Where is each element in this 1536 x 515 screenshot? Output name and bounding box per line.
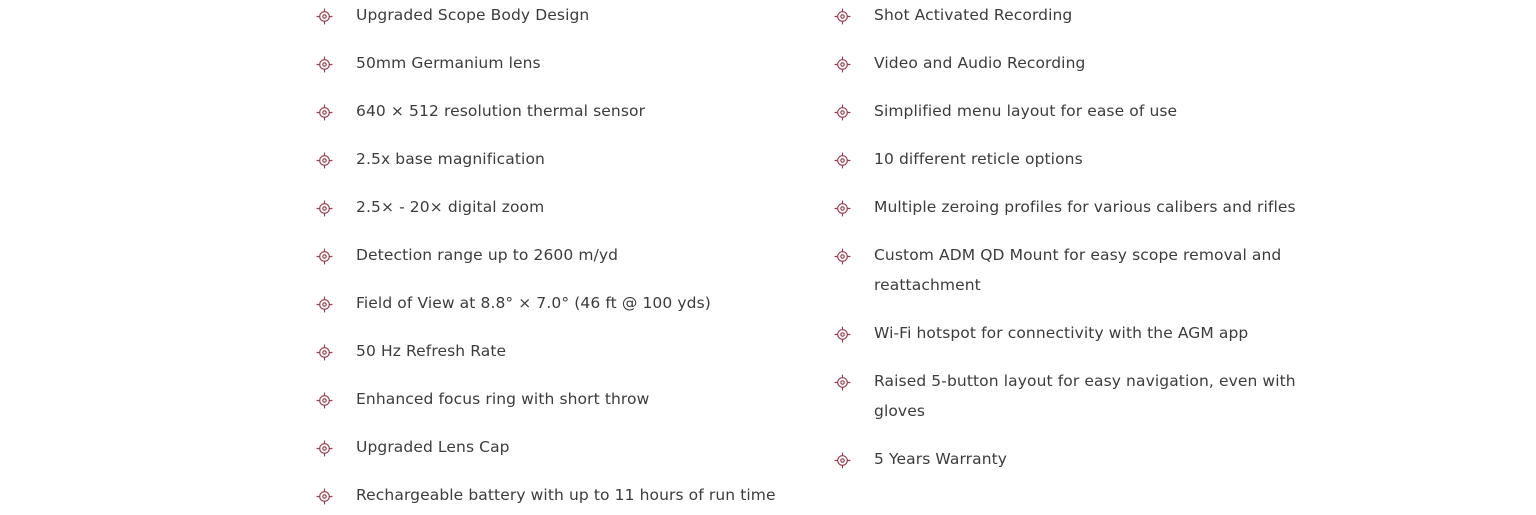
feature-item-right-1 — [834, 0, 1314, 30]
feature-label: Wi-Fi hotspot for connectivity with the AGM app — [874, 324, 1249, 342]
crosshair-icon — [316, 296, 333, 313]
feature-item-left-10 — [316, 432, 796, 462]
crosshair-icon — [834, 152, 851, 169]
feature-item-left-7 — [316, 288, 796, 318]
feature-label: Simplified menu layout for ease of use — [874, 102, 1178, 120]
feature-item-left-4 — [316, 144, 796, 174]
crosshair-icon — [316, 56, 333, 73]
feature-label: Multiple zeroing profiles for various calibers and rifles — [874, 198, 1296, 216]
feature-item-left-8 — [316, 336, 796, 366]
feature-item-left-1 — [316, 0, 796, 30]
crosshair-icon — [834, 200, 851, 217]
crosshair-icon — [834, 56, 851, 73]
feature-label: Upgraded Scope Body Design — [356, 6, 590, 24]
crosshair-icon — [316, 8, 333, 25]
feature-item-right-3 — [834, 96, 1314, 126]
feature-label: Detection range up to 2600 m/yd — [356, 246, 619, 264]
feature-item-right-9 — [834, 444, 1314, 474]
feature-label: Raised 5-button layout for easy navigation, even with gloves — [874, 372, 1296, 420]
feature-item-left-5 — [316, 192, 796, 222]
feature-label: Video and Audio Recording — [874, 54, 1086, 72]
crosshair-icon — [316, 152, 333, 169]
feature-item-left-9 — [316, 384, 796, 414]
feature-label: 5 Years Warranty — [874, 450, 1008, 468]
feature-label: Custom ADM QD Mount for easy scope removal and reattachment — [874, 246, 1282, 294]
crosshair-icon — [834, 374, 851, 391]
feature-label: Shot Activated Recording — [874, 6, 1073, 24]
feature-label: 640 × 512 resolution thermal sensor — [356, 102, 646, 120]
feature-item-left-11 — [316, 480, 796, 510]
feature-item-right-6 — [834, 240, 1314, 300]
crosshair-icon — [834, 248, 851, 265]
crosshair-icon — [316, 392, 333, 409]
feature-item-right-7 — [834, 318, 1314, 348]
feature-label: 2.5× - 20× digital zoom — [356, 198, 545, 216]
feature-item-left-6 — [316, 240, 796, 270]
crosshair-icon — [316, 488, 333, 505]
crosshair-icon — [834, 452, 851, 469]
feature-label: 50 Hz Refresh Rate — [356, 342, 507, 360]
crosshair-icon — [316, 248, 333, 265]
crosshair-icon — [316, 440, 333, 457]
crosshair-icon — [834, 104, 851, 121]
feature-label: Field of View at 8.8° × 7.0° (46 ft @ 100 yds) — [356, 294, 711, 312]
feature-label: Rechargeable battery with up to 11 hours of run time — [356, 486, 776, 504]
feature-item-left-2 — [316, 48, 796, 78]
crosshair-icon — [834, 8, 851, 25]
feature-list-right — [834, 0, 1314, 492]
feature-label: Enhanced focus ring with short throw — [356, 390, 650, 408]
feature-item-right-5 — [834, 192, 1314, 222]
feature-label: Upgraded Lens Cap — [356, 438, 510, 456]
feature-label: 2.5x base magnification — [356, 150, 545, 168]
feature-item-right-2 — [834, 48, 1314, 78]
crosshair-icon — [316, 104, 333, 121]
feature-label: 10 different reticle options — [874, 150, 1083, 168]
feature-item-right-8 — [834, 366, 1314, 426]
crosshair-icon — [316, 344, 333, 361]
feature-list-left — [316, 0, 796, 515]
feature-item-left-3 — [316, 96, 796, 126]
crosshair-icon — [834, 326, 851, 343]
feature-label: 50mm Germanium lens — [356, 54, 541, 72]
crosshair-icon — [316, 200, 333, 217]
feature-item-right-4 — [834, 144, 1314, 174]
